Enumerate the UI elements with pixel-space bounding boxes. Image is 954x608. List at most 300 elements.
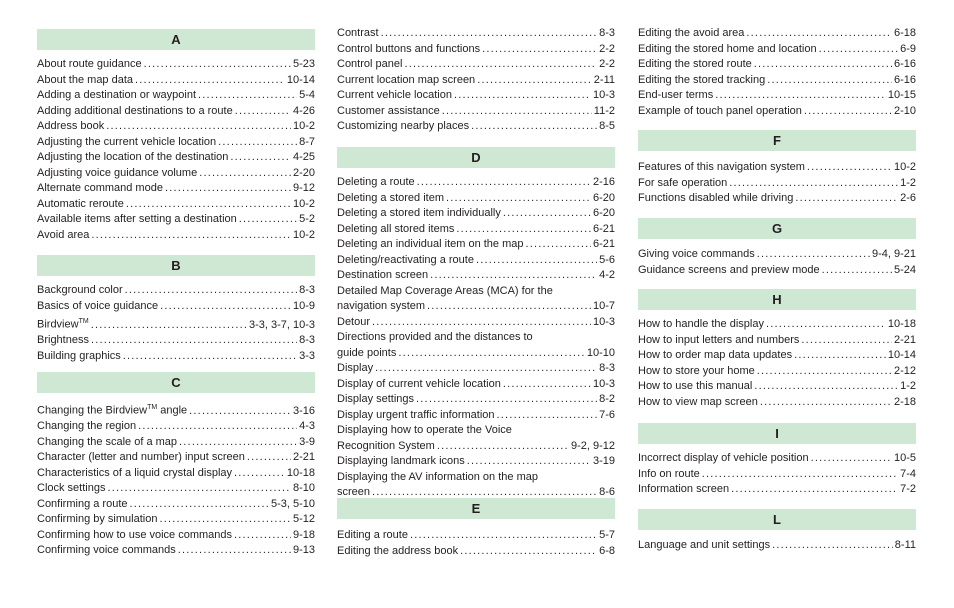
section-header-f: F <box>638 130 916 151</box>
page-number: 5-7 <box>599 529 615 541</box>
index-entry[interactable] <box>638 191 916 207</box>
index-entry-text: Confirming a route <box>37 497 128 510</box>
index-entry-text: About the map data <box>37 73 134 86</box>
index-entry[interactable] <box>37 150 315 166</box>
index-entry-text: Confirming voice commands <box>37 544 176 557</box>
dot-leader <box>107 481 290 497</box>
page-number: 7-4 <box>900 467 916 480</box>
page-number: 3-3 <box>299 349 315 362</box>
dot-leader <box>91 228 291 244</box>
dot-leader <box>247 450 291 466</box>
index-entry-list <box>638 538 916 554</box>
index-entry-text: For safe operation <box>638 176 728 189</box>
index-entry-text: Adjusting the current vehicle location <box>37 135 217 148</box>
index-entry-text: Background color <box>37 284 123 296</box>
index-entry-text: Editing the avoid area <box>638 27 745 39</box>
index-entry-text: Deleting a route <box>337 176 415 188</box>
dot-leader <box>417 175 591 191</box>
index-entry[interactable] <box>337 528 615 544</box>
dot-leader <box>91 333 297 349</box>
index-entry[interactable] <box>638 42 916 58</box>
page-number: 10-2 <box>893 161 916 173</box>
page-number: 6-21 <box>592 238 615 250</box>
dot-leader <box>430 268 597 284</box>
dot-leader <box>442 104 592 120</box>
index-entry[interactable] <box>37 333 315 349</box>
dot-leader <box>381 26 598 42</box>
index-entry-list <box>337 175 615 501</box>
index-entry[interactable] <box>638 160 916 176</box>
dot-leader <box>446 191 591 207</box>
index-entry-text: Automatic reroute <box>37 197 124 210</box>
dot-leader <box>126 197 291 213</box>
page-number: 10-14 <box>286 73 315 86</box>
page-number: 8-5 <box>599 120 615 132</box>
index-entry-text: Control panel <box>337 58 403 70</box>
page-number: 6-21 <box>592 222 615 235</box>
page-number: 8-2 <box>599 393 615 405</box>
index-entry[interactable] <box>37 314 315 333</box>
index-entry[interactable] <box>337 191 615 207</box>
dot-leader <box>503 206 591 222</box>
page-number: 10-2 <box>292 120 315 132</box>
page-number: 6-9 <box>900 42 916 55</box>
page-number: 3-9 <box>299 435 315 448</box>
index-entry[interactable] <box>337 470 615 501</box>
page-number: 2-10 <box>893 104 916 117</box>
index-entry-text: Information screen <box>638 483 730 495</box>
index-entry-text: Display of current vehicle location <box>337 377 501 390</box>
index-entry[interactable] <box>37 435 315 451</box>
page-number: 3-16 <box>292 404 315 417</box>
index-entry-text: Deleting an individual item on the map <box>337 238 524 250</box>
index-entry-text: Basics of voice guidance <box>37 299 159 312</box>
index-entry-list <box>37 57 315 243</box>
index-entry[interactable] <box>37 512 315 528</box>
index-entry-text: Features of this navigation system <box>638 161 805 173</box>
page-number: 5-6 <box>599 253 615 266</box>
index-entry[interactable] <box>337 42 615 58</box>
index-entry[interactable] <box>638 538 916 554</box>
dot-leader <box>731 482 898 498</box>
index-entry-text: Functions disabled while driving <box>638 192 794 204</box>
index-entry[interactable] <box>37 543 315 559</box>
page-number: 8-7 <box>299 135 315 148</box>
page-number: 1-2 <box>900 176 916 189</box>
page-number: 10-7 <box>592 300 615 312</box>
index-entry-text: Building graphics <box>37 349 121 362</box>
dot-leader <box>702 467 898 483</box>
page-number: 8-3 <box>599 27 615 39</box>
index-entry[interactable] <box>638 176 916 192</box>
index-entry[interactable] <box>337 175 615 191</box>
index-entry-text: Changing the region <box>37 420 137 433</box>
page-number: 10-3 <box>592 377 615 390</box>
dot-leader <box>179 435 297 451</box>
dot-leader <box>766 317 886 333</box>
dot-leader <box>135 73 285 89</box>
dot-leader <box>375 361 597 377</box>
dot-leader <box>801 333 892 349</box>
page-number: 3-3, 3-7, 10-3 <box>248 318 315 331</box>
index-entry-text: Deleting a stored item <box>337 191 444 204</box>
index-entry[interactable] <box>638 263 916 279</box>
index-entry-text: Deleting all stored items <box>337 222 455 235</box>
dot-leader <box>794 348 886 364</box>
index-entry[interactable] <box>337 237 615 253</box>
index-entry-text: How to use this manual <box>638 380 753 392</box>
index-entry-text: Display <box>337 362 374 374</box>
index-entry[interactable] <box>638 379 916 395</box>
index-entry[interactable] <box>337 392 615 408</box>
section-header-c: C <box>37 372 315 393</box>
index-entry-text: navigation system <box>337 300 426 312</box>
section-header-a: A <box>37 29 315 50</box>
page-number: 2-12 <box>893 364 916 377</box>
index-entry[interactable] <box>37 228 315 244</box>
index-entry[interactable] <box>337 544 615 560</box>
index-entry-list <box>337 528 615 559</box>
dot-leader <box>398 346 585 362</box>
index-entry[interactable] <box>638 467 916 483</box>
index-entry[interactable] <box>37 57 315 73</box>
index-entry[interactable] <box>638 73 916 89</box>
dot-leader <box>234 466 285 482</box>
page-number: 10-10 <box>586 346 615 359</box>
index-entry-text: How to store your home <box>638 364 755 377</box>
dot-leader <box>503 377 591 393</box>
index-entry-text: Editing the stored tracking <box>638 73 766 86</box>
dot-leader <box>757 364 892 380</box>
dot-leader <box>807 160 892 176</box>
dot-leader <box>754 379 898 395</box>
index-entry-text: How to order map data updates <box>638 349 793 361</box>
index-entry[interactable] <box>638 247 916 263</box>
page-number: 9-4, 9-21 <box>871 248 916 260</box>
index-entry[interactable] <box>37 450 315 466</box>
dot-leader <box>106 119 291 135</box>
page-number: 7-6 <box>599 408 615 421</box>
index-entry-text: Brightness <box>37 334 89 347</box>
dot-leader <box>427 299 591 315</box>
section-header-b: B <box>37 255 315 276</box>
page-number: 8-11 <box>894 539 916 551</box>
dot-leader <box>715 88 886 104</box>
page-number: 2-16 <box>592 176 615 188</box>
dot-leader <box>160 299 291 315</box>
index-entry-list <box>638 247 916 278</box>
dot-leader <box>159 512 291 528</box>
dot-leader <box>760 395 892 411</box>
index-entry-text-line: Displaying how to operate the Voice <box>337 424 512 436</box>
index-entry[interactable] <box>337 408 615 424</box>
page-number: 4-2 <box>599 269 615 281</box>
dot-leader <box>404 57 597 73</box>
dot-leader <box>437 439 569 455</box>
index-entry-text: Available items after setting a destination <box>37 213 237 225</box>
index-entry[interactable] <box>337 361 615 377</box>
index-entry[interactable] <box>337 73 615 89</box>
index-entry-text: Detour <box>337 315 371 328</box>
index-entry[interactable] <box>37 73 315 89</box>
index-entry[interactable] <box>337 88 615 104</box>
page-number: 4-3 <box>299 420 315 433</box>
index-entry-text: How to handle the display <box>638 318 764 330</box>
dot-leader <box>123 349 297 365</box>
page-number: 5-2 <box>299 213 315 225</box>
index-entry[interactable] <box>37 88 315 104</box>
index-entry[interactable] <box>638 88 916 104</box>
dot-leader <box>476 253 597 269</box>
index-entry[interactable] <box>337 268 615 284</box>
index-entry[interactable] <box>37 299 315 315</box>
page-number: 10-5 <box>893 452 916 464</box>
dot-leader <box>235 104 291 120</box>
index-entry-list <box>638 451 916 498</box>
index-entry-text: Alternate command mode <box>37 182 163 194</box>
page-number: 6-8 <box>599 544 615 557</box>
page-number: 8-6 <box>599 486 615 498</box>
index-entry-text: Character (letter and number) input screen <box>37 451 245 464</box>
section-header-d: D <box>337 147 615 168</box>
index-entry[interactable] <box>638 26 916 42</box>
index-entry[interactable] <box>37 466 315 482</box>
dot-leader <box>754 57 892 73</box>
index-entry-list <box>37 400 315 559</box>
index-entry-text: Changing the scale of a map <box>37 435 178 448</box>
index-entry-text: Control buttons and functions <box>337 42 481 55</box>
page-number: 9-18 <box>292 528 315 541</box>
page-number: 10-18 <box>286 466 315 479</box>
page-number: 9-13 <box>292 544 315 557</box>
index-entry-text: Recognition System <box>337 439 435 452</box>
index-entry-text: screen <box>337 486 371 498</box>
page-number: 6-16 <box>893 73 916 86</box>
dot-leader <box>144 57 291 73</box>
index-entry[interactable] <box>638 395 916 411</box>
index-entry-text: Info on route <box>638 467 700 480</box>
page-number: 5-3, 5-10 <box>270 497 315 510</box>
index-entry[interactable] <box>638 364 916 380</box>
page-number: 9-2, 9-12 <box>570 439 615 452</box>
page-number: 2-21 <box>292 451 315 464</box>
index-entry[interactable] <box>337 423 615 454</box>
dot-leader <box>757 247 870 263</box>
index-entry[interactable] <box>337 57 615 73</box>
page-number: 6-18 <box>893 27 916 39</box>
dot-leader <box>767 73 892 89</box>
trademark-superscript: TM <box>147 404 158 411</box>
index-entry-list <box>638 26 916 119</box>
page-number: 10-2 <box>292 228 315 241</box>
dot-leader <box>91 318 247 334</box>
page-number: 2-20 <box>292 166 315 179</box>
section-header-g: G <box>638 218 916 239</box>
dot-leader <box>477 73 592 89</box>
dot-leader <box>372 315 591 331</box>
index-entry-list <box>37 283 315 364</box>
index-entry[interactable] <box>337 26 615 42</box>
page-number: 6-20 <box>592 191 615 204</box>
index-entry[interactable] <box>37 400 315 419</box>
dot-leader <box>125 283 297 299</box>
index-entry-text: End-user terms <box>638 89 714 101</box>
page-number: 6-16 <box>893 58 916 70</box>
section-header-i: I <box>638 423 916 444</box>
section-header-e: E <box>337 498 615 519</box>
page-number: 2-11 <box>593 73 615 86</box>
page-number: 2-2 <box>599 58 615 70</box>
index-entry[interactable] <box>337 222 615 238</box>
index-entry-text: Confirming by simulation <box>37 513 158 526</box>
page-number: 10-14 <box>887 349 916 361</box>
dot-leader <box>189 404 291 420</box>
dot-leader <box>746 26 892 42</box>
index-entry[interactable] <box>337 119 615 135</box>
index-entry[interactable] <box>37 481 315 497</box>
dot-leader <box>811 451 892 467</box>
dot-leader <box>165 181 291 197</box>
index-entry-text: Giving voice commands <box>638 248 755 260</box>
section-header-l: L <box>638 509 916 530</box>
index-entry[interactable] <box>337 315 615 331</box>
dot-leader <box>454 88 591 104</box>
index-entry-text: Customizing nearby places <box>337 120 470 132</box>
page-number: 8-3 <box>599 362 615 374</box>
page-number: 5-24 <box>893 263 916 276</box>
dot-leader <box>218 135 297 151</box>
index-entry-text: Display urgent traffic information <box>337 408 495 421</box>
index-entry[interactable] <box>37 119 315 135</box>
index-entry[interactable] <box>37 497 315 513</box>
dot-leader <box>239 212 297 228</box>
index-entry[interactable] <box>37 104 315 120</box>
section-header-h: H <box>638 289 916 310</box>
index-entry[interactable] <box>638 482 916 498</box>
index-entry[interactable] <box>337 284 615 315</box>
page-number: 5-23 <box>292 58 315 70</box>
trademark-superscript: TM <box>78 318 89 325</box>
index-entry-text: Contrast <box>337 27 379 39</box>
page-number: 3-19 <box>592 455 615 467</box>
index-entry[interactable] <box>37 181 315 197</box>
page-number: 10-15 <box>887 89 916 101</box>
index-entry[interactable] <box>638 348 916 364</box>
index-entry-list <box>638 160 916 207</box>
index-entry[interactable] <box>337 206 615 222</box>
page-number: 2-18 <box>893 395 916 408</box>
index-entry[interactable] <box>37 349 315 365</box>
dot-leader <box>138 419 297 435</box>
dot-leader <box>729 176 898 192</box>
index-entry-text: Adding additional destinations to a route <box>37 104 233 117</box>
index-entry-text: Example of touch panel operation <box>638 104 802 117</box>
index-entry-text: guide points <box>337 346 397 359</box>
page-number: 11-2 <box>593 104 615 117</box>
index-entry[interactable] <box>337 330 615 361</box>
page-number: 2-21 <box>893 333 916 346</box>
index-entry[interactable] <box>337 377 615 393</box>
dot-leader <box>497 408 598 424</box>
dot-leader <box>130 497 269 513</box>
page-number: 8-10 <box>292 482 315 495</box>
index-entry[interactable] <box>337 253 615 269</box>
page-number: 10-3 <box>592 315 615 328</box>
index-entry[interactable] <box>37 283 315 299</box>
page-number: 10-18 <box>887 318 916 330</box>
index-entry[interactable] <box>638 317 916 333</box>
page-number: 9-12 <box>292 182 315 194</box>
index-entry-text: Destination screen <box>337 269 429 281</box>
page-number: 5-4 <box>299 89 315 101</box>
index-entry-text: How to view map screen <box>638 395 758 408</box>
page-number: 7-2 <box>900 483 916 495</box>
index-entry[interactable] <box>638 104 916 120</box>
index-entry-text: Changing the Birdview™ angle <box>37 404 188 417</box>
index-entry-text: Characteristics of a liquid crystal display <box>37 466 233 479</box>
dot-leader <box>482 42 597 58</box>
dot-leader <box>456 222 591 238</box>
index-entry-text-line: Detailed Map Coverage Areas (MCA) for the <box>337 284 553 297</box>
index-entry[interactable] <box>37 197 315 213</box>
index-entry-text: Birdview™ <box>37 318 89 331</box>
index-entry-text: Adjusting the location of the destination <box>37 151 229 163</box>
page-number: 4-25 <box>292 151 315 163</box>
page-number: 10-9 <box>292 299 315 312</box>
index-entry[interactable] <box>638 57 916 73</box>
index-entry-text: Editing a route <box>337 529 408 541</box>
dot-leader <box>199 166 291 182</box>
index-entry-text: Deleting/reactivating a route <box>337 253 474 266</box>
index-entry[interactable] <box>37 419 315 435</box>
dot-leader <box>804 104 892 120</box>
index-entry-text: Customer assistance <box>337 104 440 117</box>
index-entry-text: Confirming how to use voice commands <box>37 528 233 541</box>
page-number: 4-26 <box>292 104 315 117</box>
index-entry[interactable] <box>337 454 615 470</box>
page-number: 1-2 <box>900 380 916 392</box>
index-entry-text-line: Directions provided and the distances to <box>337 331 533 343</box>
index-entry[interactable] <box>638 451 916 467</box>
page-number: 2-6 <box>900 192 916 204</box>
index-entry[interactable] <box>337 104 615 120</box>
index-entry-text: Language and unit settings <box>638 539 771 551</box>
page-number: 2-2 <box>599 42 615 55</box>
page-number: 10-2 <box>292 197 315 210</box>
dot-leader <box>416 392 597 408</box>
index-entry-text: Guidance screens and preview mode <box>638 263 820 276</box>
dot-leader <box>198 88 297 104</box>
index-entry[interactable] <box>37 135 315 151</box>
dot-leader <box>772 538 893 554</box>
index-entry[interactable] <box>37 166 315 182</box>
index-entry-text: Display settings <box>337 393 415 405</box>
index-entry-text: Incorrect display of vehicle position <box>638 452 809 464</box>
index-entry-text: Current vehicle location <box>337 89 452 101</box>
dot-leader <box>467 454 591 470</box>
index-entry[interactable] <box>638 333 916 349</box>
index-entry-list <box>638 317 916 410</box>
index-entry[interactable] <box>37 528 315 544</box>
index-entry-text: Displaying landmark icons <box>337 455 465 467</box>
index-entry-text-line: Displaying the AV information on the map <box>337 470 538 483</box>
dot-leader <box>410 528 597 544</box>
index-entry-text: Adjusting voice guidance volume <box>37 166 198 179</box>
dot-leader <box>819 42 899 58</box>
index-entry-text: Clock settings <box>37 482 106 495</box>
index-entry[interactable] <box>37 212 315 228</box>
index-entry-text: Address book <box>37 120 105 132</box>
